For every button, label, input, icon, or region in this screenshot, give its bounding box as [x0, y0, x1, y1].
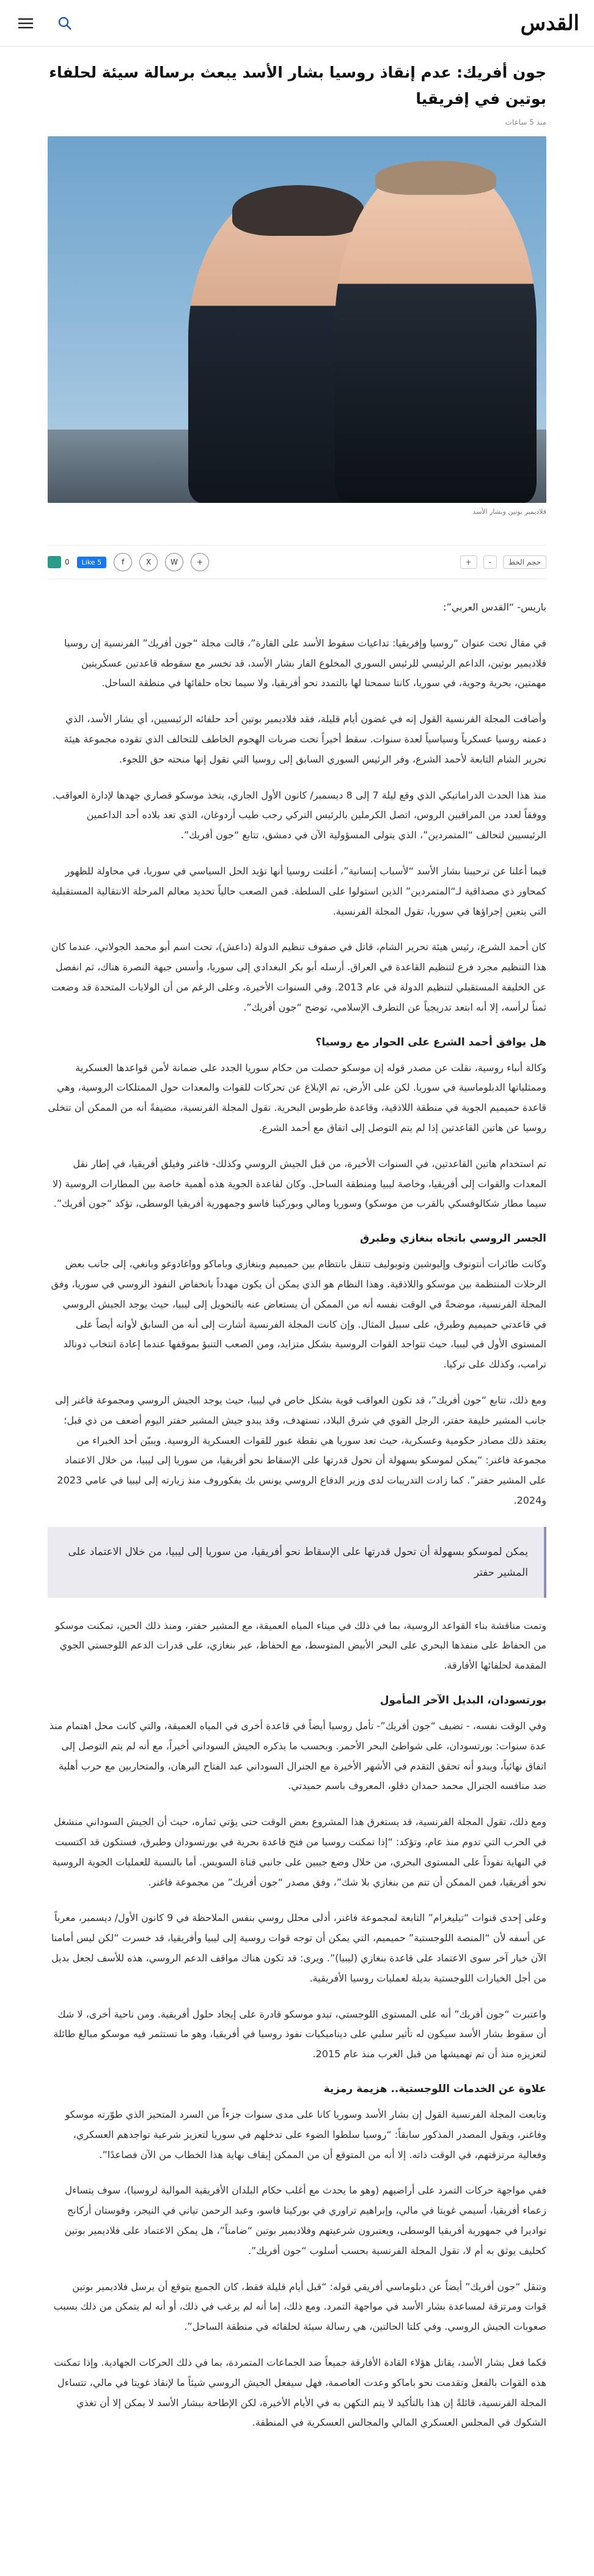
article-paragraph: وعلى إحدى قنوات “تيليغرام” التابعة لمجموعة فاغنر، أدلى محلل روسي بنفس الملاحظة في 9 كانون الأول/ ديسمبر، معرباً عن أسفه لأن “المنصة اللوجستية” حميميم، التي يمكن أن توجه قوات روسية إلى ليبيا وأفريقيا، قد خسرت “لكن ليس أمامنا الآن خيار آخر سوى الاعتماد على قاعدة بنغازي (ليبيا)”. ويرى: قد تكون هناك مواقف الدعم الروسي، هذه للأسف لجعل بديل من أجل الخيارات اللوجستية بديلة لعمليات روسيا الأفريقية. [51, 1912, 546, 1984]
site-logo[interactable]: القدس [520, 10, 579, 35]
article-paragraph: كان أحمد الشرع، رئيس هيئة تحرير الشام، قاتل في صفوف تنظيم الدولة (داعش)، تحت اسم أبو محمد الجولاني، عندما كان هذا التنظيم مجرد فرع لتنظيم القاعدة في العراق. أرسله أبو بكر البغدادي إلى سوريا، وأسس جبهة النصرة هناك، ثم انفصل عن الخليفة المستقبلي لتنظيم الدولة في عام 2013. وفي السنوات الأخيرة، وعلى الرغم من أن الولايات المتحدة قد وضعت ثمناً لرأسه، إلا أنه ابتعد تدريجياً عن التطرف الإسلامي، توضح “جون أفريك”. [51, 941, 546, 1013]
article-paragraph: فيما أعلنا عن ترحيبنا بشار الأسد “لأسباب إنسانية”، أعلنت روسيا أنها تؤيد الحل السياسي في سوريا، في محاولة للظهور كمحاور ذي مصداقية لـ“المتمردين” الذين استولوا على السلطة. فمن الصعب حالياً تحديد معالم المرحلة الانتقالية المستقبلية التي يتعين إجراؤها في سوريا، تقول المجلة الفرنسية. [51, 865, 546, 917]
article-paragraph: وتنقل “جون أفريك” أيضاً عن دبلوماسي أفريقي قوله: “قبل أيام قليلة فقط، كان الجميع يتوقع أن يرسل فلاديمير بوتين قوات ومرتزقة لمساعدة بشار الأسد في مواجهة التمرد. ومع ذلك، إما أنه لم يرغب في ذلك، أو أنه لم يتمكن من ذلك بسبب صعوبات الجيش الروسي. وفي كلتا الحالتين، هي رسالة سيئة لحلفائه في منطقة الساحل”. [53, 2280, 546, 2333]
article-paragraph: وكانت طائرات أنتونوف وإليوشين وتوبوليف تتنقل بانتظام بين حميميم وبنغازي وباماكو وواغادوغو وبانغي، إلى جانب بعض الرحلات المنتظمة بين موسكو واللاذقية. وهذا النظام هو الذي يمكن أن يكون مهدداً بانخفاض النفوذ الروسي في سوريا، وفق المجلة الفرنسية، موضحةً في الوقت نفسه أنه من الممكن أن يستعاض عنه بالتحويل إلى ليبيا، حيث يوجد الجيش الروسي في قاعدتي حميميم وطبرق، على سبيل المثال. وإن كانت المجلة الفرنسية أشارت إلى أنه من السابق لأوانه أيضاً على المستوى الأول في ليبيا، حيث تتواجد القوات الروسية بشكل متزايد، ومن الصعب التنبؤ بموقفها عندما إعادة انتخاب دونالد ترامب، وكذلك على تركيا. [51, 1258, 546, 1370]
share-bar [48, 545, 546, 579]
person-right [335, 161, 537, 503]
article-paragraph: واعتبرت “جون أفريك” أنه على المستوى اللوجستي، تبدو موسكو قادرة على إيجاد حلول أفريقية. ومن ناحية أخرى، لا شك أن سقوط بشار الأسد سيكون له تأثير سلبي على ديناميكيات نفوذ روسيا في أفريقيا، وهو ما تستثمر فيه موسكو مبالغ طائلة لتعزيزه منذ أن تم تهميشها من قبل الغرب منذ عام 2015. [53, 2008, 546, 2060]
article-paragraph: باريس- “القدس العربي”: [443, 601, 546, 613]
article-paragraph: وفي الوقت نفسه، - تضيف “جون أفريك”- تأمل روسيا أيضاً في قاعدة أخرى في المياه العميقة، والتي كانت محل اهتمام منذ عدة سنوات: بورتسودان، على شواطئ البحر الأحمر. وبحسب ما يذكره الجيش السوداني أخيراً، مع أنه لم يتم التوصل إلى اتفاق نهائياً، ويبدو أنه تحقق التقدم في الأشهر الأخيرة مع الجنرال السوداني عبد الفتاح البرهان، والمتحاربين مع حرب أهلية ضد منافسه الجنرال محمد حمدان دقلو، المعروف باسم حميدتي. [49, 1720, 546, 1792]
section-heading: علاوة عن الخدمات اللوجستية.. هزيمة رمزية [323, 2083, 546, 2096]
facebook-icon[interactable]: f [114, 553, 132, 571]
article-paragraph: ومع ذلك، تقول المجلة الفرنسية، قد يستغرق هذا المشروع بعض الوقت حتى يؤتي ثماره، حيث أن الجيش السوداني منشغل في الحرب التي تدوم منذ عام، وتؤكد: “إذا تمكنت روسيا من فتح قاعدة بحرية في بورتسودان وطبرق، فستكون قد اكتسبت في النهاية نفوذاً على المستوى البحري، من خلال وضع جيبين على جانبي قناة السويس. أما بالنسبة للعمليات الجوية الروسية نحو أفريقيا، فمن الممكن أن تتم من بنغازي بلا شك”، وفق مصدر “جون أفريك” من مجموعة فاغنر. [52, 1816, 546, 1888]
article-paragraph: في مقال تحت عنوان “روسيا وإفريقيا: تداعيات سقوط الأسد على القارة”، قالت مجلة “جون أفريك” الفرنسية إن روسيا فلاديمير بوتين، الداعم الرئيسي للرئيس السوري المخلوع الفار بشار الأسد، قد تخسر مع سقوطه قاعدتين عسكريتين مهمتين، بحرية وجوية، في سوريا، كانتا سمحتا لها بالتمدد نحو أفريقيا، ولا سيما تجاه حلفائها في منطقة الساحل. [64, 637, 546, 689]
article-title: جون أفريك: عدم إنقاذ روسيا بشار الأسد يبعث برسالة سيئة لحلفاء بوتين في إفريقيا [49, 64, 546, 108]
section-heading: هل يوافق أحمد الشرع على الحوار مع روسيا؟ [315, 1036, 546, 1048]
x-twitter-icon[interactable]: X [139, 553, 158, 571]
image-caption: فلاديمير بوتين وبشار الأسد [472, 508, 546, 516]
article [0, 60, 594, 2433]
article-paragraph: ففي مواجهة حركات التمرد على أراضيهم (وهو ما يحدث مع أغلب حكام البلدان الأفريقية الموالية لروسيا)، سوف يتساءل زعماء أفريقيا، أسيمي غويتا في مالي، وإبراهيم تراوري في بوركينا فاسو، وعبد الرحمن تياني في النيجر، وفوستان أركانج تواديرا في جمهورية أفريقيا الوسطى، ويعتبرون شرعيتهم وفلاديمير بوتين “ضامناً”، هل يمكن الاعتماد على فلاديمير بوتين كحليف يوثق به أم لا، تقول المجلة الفرنسية بحسب أسلوب “جون أفريك”. [64, 2184, 546, 2256]
section-heading: بورتسودان، البديل الآخر المأمول [380, 1694, 546, 1707]
comments-count[interactable]: 0 [48, 556, 70, 568]
font-increase-button[interactable]: + [460, 555, 477, 569]
article-paragraph: وكالة أنباء روسية، نقلت عن مصدر قوله إن موسكو حصلت من حكام سوريا الجدد على ضمانة لأمن قواعدها العسكرية وممثلياتها الدبلوماسية في سوريا. لكن على الأرض، تم الإبلاغ عن تحركات للقوات والمعدات حول الممتلكات الروسية، وهي قاعدة حميميم الجوية في منطقة اللاذقية، وقاعدة طرطوس البحرية. تقول المجلة الفرنسية، مضيفةً أنه من الممكن أن تتخلى روسيا عن هاتين القاعدتين إذا لم يتم التوصل إلى اتفاق مع أحمد الشرع. [48, 1061, 546, 1133]
article-body [48, 598, 546, 2433]
pull-quote: يمكن لموسكو بسهولة أن تحول قدرتها على الإسقاط نحو أفريقيا، من سوريا إلى ليبيا، من خلال الاعتماد على المشير حفتر [48, 1527, 546, 1598]
whatsapp-icon[interactable]: W [165, 553, 183, 571]
facebook-like-button[interactable]: Like 5 [77, 557, 106, 568]
article-paragraph: وتمت مناقشة بناء القواعد الروسية، بما في ذلك في ميناء المياه العميقة، مع المشير حفتر، ومنذ ذلك الحين، تمكنت موسكو من الحفاظ على منفذها البحري على البحر الأبيض المتوسط، مع الحفاظ، عبر بنغازي، على قدرات الدعم اللوجستي الجوي المقدمة لحلفائها الأفارقة. [54, 1619, 546, 1672]
article-paragraph: وأضافت المجلة الفرنسية القول إنه في غضون أيام قليلة، فقد فلاديمير بوتين أحد حلفائه الرئيسيين، أي بشار الأسد، الذي دعمته روسيا عسكرياً وسياسياً لعدة سنوات. سقط أخيراً تحت ضربات الهجوم الخاطف للتحالف الذي تقوده مجموعة هيئة تحرير الشام التابعة لأحمد الشرع، وفر الرئيس السوري السابق إلى روسيا التي تقول إنها منحته حق اللجوء. [64, 713, 546, 765]
top-bar [0, 0, 594, 46]
article-paragraph: منذ هذا الحدث الدراماتيكي الذي وقع ليلة 7 إلى 8 ديسمبر/ كانون الأول الجاري، يتخذ موسكو قصاري جهدها لإدارة العواقب. ووفقاً لعدد من المراقبين الروس، اتصل الكرملين بالرئيس التركي رجب طيب أردوغان، الذي تعد بلاده أحد الداعمين الرئيسيين لتحالف “المتمردين”، الذي يتولى المسؤولية الآن في دمشق، تتابع “جون أفريك”. [52, 789, 546, 841]
search-icon[interactable] [54, 12, 76, 34]
article-paragraph: وتابعت المجلة الفرنسية القول إن بشار الأسد وسوريا كانا على مدى سنوات جزءاً من السرد المتحيز الذي طوّرته موسكو وفاغنر، ويقول المصدر المذكور سابقاً: “روسيا سلطوا الضوء على تدخلهم في سوريا لتعزيز شرعية تواجدهم العسكري، وفعالية مرتزقتهم، في الوقت ذاته. إلا أنه من المتوقع أن من الممكن إيقاف نهاية هذا الخطاب من الآن فصاعدًا”. [65, 2109, 546, 2161]
hamburger-menu-icon[interactable] [15, 12, 37, 34]
hero-image [48, 136, 546, 503]
article-paragraph: تم استخدام هاتين القاعدتين، في السنوات الأخيرة، من قبل الجيش الروسي وكذلك- فاغنر وفيلق أفريقيا، في إطار نقل المعدات والقوات إلى أفريقيا، وخاصة ليبيا ومنطقة الساحل. وكان لقاعدة الجوية هذه أهمية خاصة بين المطارات الروسية (لا سيما مطار شكالوفسكي بالقرب من موسكو) وسوريا ومالي وبوركينا فاسو وجمهورية أفريقيا الوسطى، تؤكد “جون أفريك”. [52, 1157, 546, 1210]
comment-icon [48, 556, 61, 568]
article-paragraph: فكما فعل بشار الأسد، يقاتل هؤلاء القادة الأفارقة جميعاً ضد الجماعات المتمردة، بما في ذلك الحركات الجهادية. وإذا تمكنت هذه القوات بالفعل وتقدمت نحو باماكو وعدت العاصمة، فهل سيفعل الجيش الروسي شيئاً ما لإنقاذ غويتا في مالي، تتساءل المجلة الفرنسية، قائلةً إن هذا بالتأكيد لا يتم التكهن به في الأيام الأخيرة، لكن الإطاحة ببشار الأسد لا يمكن إلا أن تغذي الشكوك في المجلس العسكري المالي والمجالس العسكرية في المنطقة. [54, 2357, 546, 2429]
article-paragraph: ومع ذلك، تتابع “جون أفريك”، قد تكون العواقب قوية بشكل خاص في ليبيا، حيث يوجد الجيش الروسي ومجموعة فاغنر إلى جانب المشير خليفة حفتر، الرجل القوي في شرق البلاد، تستهدف، وقد يبدو جيش المشير حفتر اليوم أضعف من ذي قبل؛ يعتقد ذلك مصادر حكومية وعسكرية، حيث تعد سوريا هي نقطة عبور للقوات العسكرية الروسية. ويبيّن أحد الخبراء من مجموعة فاغنر: “يمكن لموسكو بسهولة أن تحول قدرتها على الإسقاط نحو أفريقيا، من سوريا إلى ليبيا، من خلال الاعتماد على المشير حفتر”. كما زادت التدريبات لدى وزير الدفاع الروسي يونس بك يفكوروف منذ زيارته إلى ليبيا في عامي 2023 و2024. [55, 1394, 546, 1506]
article-date: منذ 5 ساعات [505, 118, 546, 126]
font-size-controls [460, 555, 547, 569]
font-size-label: حجم الخط [503, 555, 546, 569]
top-icons [15, 12, 76, 34]
share-buttons [48, 553, 209, 571]
section-heading: الجسر الروسي باتجاه بنغازي وطبرق [359, 1232, 546, 1245]
font-decrease-button[interactable]: - [483, 555, 497, 569]
share-more-icon[interactable]: + [191, 553, 209, 571]
